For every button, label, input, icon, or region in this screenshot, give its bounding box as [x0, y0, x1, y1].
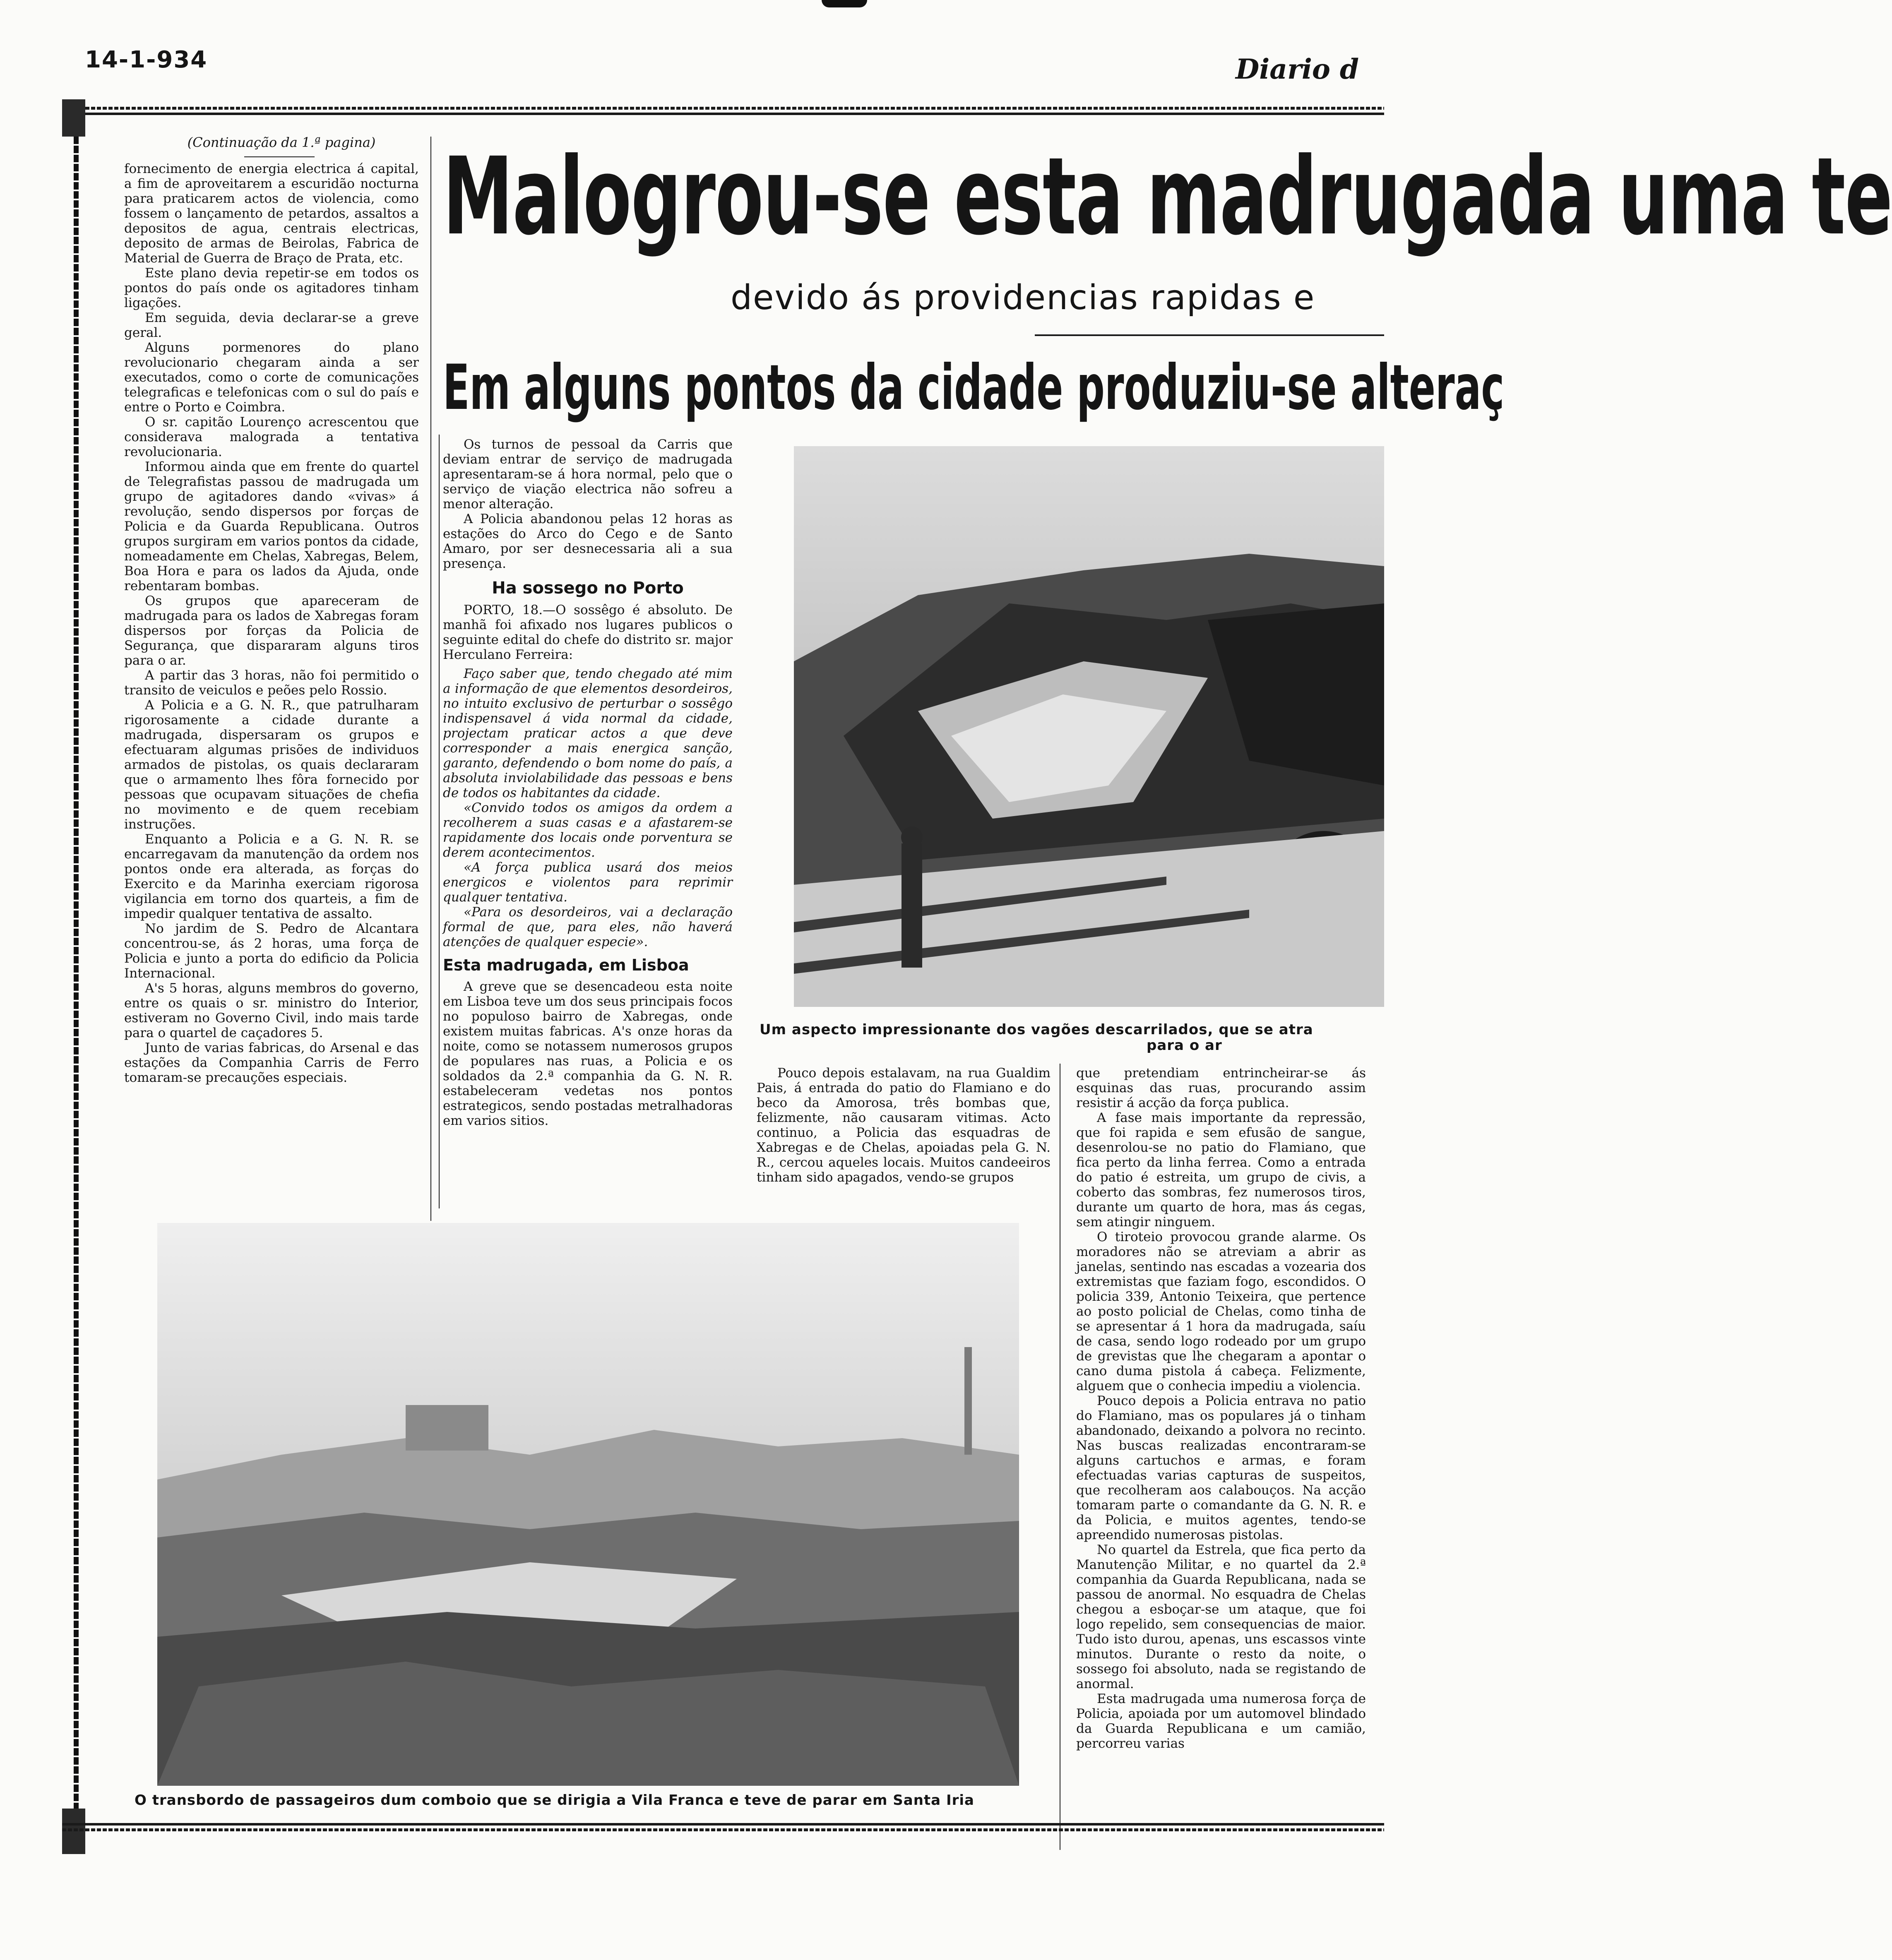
- column-divider: [439, 435, 440, 1208]
- column-divider: [430, 137, 431, 1221]
- paragraph: Enquanto a Policia e a G. N. R. se encarregavam da manutenção da ordem nos pontos onde era alterada, as forças do Exercito e da Marinha exerciam rigorosa vigilancia em torno dos quarteis, a fim de impedir qualquer tentativa de assalto.: [124, 832, 419, 921]
- paragraph: Esta madrugada uma numerosa força de Policia, apoiada por um automovel blindado da Guarda Republicana e um camião, percorreu varias: [1076, 1691, 1366, 1751]
- paragraph: O sr. capitão Lourenço acrescentou que considerava malograda a tentativa revolucionaria.: [124, 415, 419, 459]
- paragraph: Alguns pormenores do plano revolucionario chegaram ainda a ser executados, como o corte de comunicações telegraficas e telefonicas com o sul do país e entre o Porto e Coimbra.: [124, 340, 419, 415]
- column-1-text: [124, 161, 419, 1208]
- paragraph: A Policia abandonou pelas 12 horas as estações do Arco do Cego e de Santo Amaro, por ser desnecessaria ali a sua presença.: [443, 512, 733, 571]
- paragraph: Os turnos de pessoal da Carris que deviam entrar de serviço de madrugada apresentaram-se á hora normal, pelo que o serviço de viação electrica não sofreu a menor alteração.: [443, 437, 733, 512]
- deck-rule: [1035, 334, 1384, 336]
- subhead-lisboa: Esta madrugada, em Lisboa: [443, 956, 689, 974]
- photo-content: [157, 1223, 1019, 1786]
- paragraph: A Policia e a G. N. R., que patrulharam rigorosamente a cidade durante a madrugada, dispersaram os grupos e efectuaram algumas prisões de individuos armados de pistolas, os quais declararam que o armamento lhes fôra fornecido por pessoas que ocupavam situações de chefia no movimento e de quem recebiam instruções.: [124, 698, 419, 832]
- column-3-text: [757, 1066, 1051, 1185]
- paragraph: Informou ainda que em frente do quartel de Telegrafistas passou de madrugada um grupo de agitadores dando «vivas» á revolução, sendo dispersos por forças de Policia e da Guarda Republicana. Outros grupos surgiram em varios pontos da cidade, nomeadamente em Chelas, Xabregas, Belem, Boa Hora e para os lados da Ajuda, onde rebentaram bombas.: [124, 459, 419, 593]
- masthead: Diario d: [1236, 53, 1359, 85]
- header-rule: [62, 113, 1384, 115]
- top-ornament: [822, 0, 867, 7]
- column-2-text: [443, 437, 733, 1128]
- paragraph: que pretendiam entrincheirar-se ás esquinas das ruas, procurando assim resistir á acção da força publica.: [1076, 1066, 1366, 1110]
- photo-caption-bottom: O transbordo de passageiros dum comboio que se dirigia a Vila Franca e teve de parar em Santa Iria: [135, 1792, 974, 1809]
- main-headline: Malogrou-se esta madrugada uma te: [443, 135, 1892, 259]
- paragraph: A's 5 horas, alguns membros do governo, entre os quais o sr. ministro do Interior, estiveram no Governo Civil, indo mais tarde para o quartel de caçadores 5.: [124, 981, 419, 1040]
- paragraph-italic: «Para os desordeiros, vai a declaração formal de que, para eles, não haverá atenções de qualquer especie».: [443, 905, 733, 949]
- paragraph: Pouco depois a Policia entrava no patio do Flamiano, mas os populares já o tinham abandonado, deixando a polvora no recinto. Nas buscas realizadas encontraram-se alguns cartuchos e armas, e foram efectuadas varias capturas de suspeitos, que recolheram aos calabouços. Na acção tomaram parte o comandante da G. N. R. e da Policia, e muitos agentes, tendo-se apreendido numerosas pistolas.: [1076, 1393, 1366, 1542]
- footer-rule: [62, 1823, 1384, 1825]
- left-margin-rule: [74, 137, 79, 1842]
- header-rule-dashed: [62, 107, 1384, 110]
- paragraph: No jardim de S. Pedro de Alcantara concentrou-se, ás 2 horas, uma força de Policia e junto a porta do edificio da Policia Internacional.: [124, 921, 419, 981]
- issue-date: 14-1-934: [85, 46, 208, 73]
- photo-derailed-wagons: [794, 446, 1384, 1007]
- photo-caption-top-line2: para o ar: [1147, 1037, 1222, 1054]
- paragraph: A partir das 3 horas, não foi permitido o transito de veiculos e peões pelo Rossio.: [124, 668, 419, 698]
- paragraph-italic: «Convido todos os amigos da ordem a recolherem a suas casas e a afastarem-se rapidamente dos locais onde porventura se derem acontecimentos.: [443, 800, 733, 860]
- paragraph: A greve que se desencadeou esta noite em Lisboa teve um dos seus principais focos no populoso bairro de Xabregas, onde existem muitas fabricas. A's onze horas da noite, como se notassem numerosos grupos de populares nas ruas, a Policia e os soldados da 2.ª companhia da G. N. R. estabeleceram vedetas nos pontos estrategicos, sendo postadas metralhadoras em varios sitios.: [443, 979, 733, 1128]
- continuation-note: (Continuação da 1.ª pagina): [187, 135, 376, 150]
- headline-deck: devido ás providencias rapidas e: [731, 278, 1315, 317]
- photo-passenger-transfer: [157, 1223, 1019, 1786]
- second-headline: Em alguns pontos da cidade produziu-se alteraç: [443, 352, 1505, 424]
- paragraph: PORTO, 18.—O sossêgo é absoluto. De manhã foi afixado nos lugares publicos o seguinte edital do chefe do distrito sr. major Herculano Ferreira:: [443, 603, 733, 662]
- column-4-text: [1076, 1066, 1366, 1844]
- subhead-porto: Ha sossego no Porto: [492, 579, 684, 598]
- paragraph-italic: Faço saber que, tendo chegado até mim a informação de que elementos desordeiros, no intuito exclusivo de perturbar o sossêgo indispensavel á vida normal da cidade, projectam praticar actos a que deve corresponder a mais energica sanção, garanto, defendendo o bom nome do país, a absoluta inviolabilidade das pessoas e bens de todos os habitantes da cidade.: [443, 666, 733, 800]
- paragraph: Pouco depois estalavam, na rua Gualdim Pais, á entrada do patio do Flamiano e do beco da Amorosa, três bombas que, felizmente, não causaram vitimas. Acto continuo, a Policia das esquadras de Xabregas e de Chelas, apoiadas pela G. N. R., cercou aqueles locais. Muitos candeeiros tinham sido apagados, vendo-se grupos: [757, 1066, 1051, 1185]
- paragraph: O tiroteio provocou grande alarme. Os moradores não se atreviam a abrir as janelas, sentindo nas escadas a vozearia dos extremistas que faziam fogo, escondidos. O policia 339, Antonio Teixeira, que pertence ao posto policial de Chelas, como tinha de se apresentar á 1 hora da madrugada, saíu de casa, sendo logo rodeado por um grupo de grevistas que lhe chegaram a apontar o cano duma pistola á cabeça. Felizmente, alguem que o conhecia impediu a violencia.: [1076, 1230, 1366, 1393]
- margin-mark-top: [62, 99, 85, 137]
- paragraph: Este plano devia repetir-se em todos os pontos do país onde os agitadores tinham ligações.: [124, 266, 419, 310]
- paragraph: Os grupos que apareceram de madrugada para os lados de Xabregas foram dispersos por forças da Policia de Segurança, que dispararam alguns tiros para o ar.: [124, 593, 419, 668]
- continuation-rule: [244, 156, 315, 157]
- photo-caption-top: Um aspecto impressionante dos vagões descarrilados, que se atra: [760, 1021, 1313, 1038]
- paragraph: Em seguida, devia declarar-se a greve geral.: [124, 310, 419, 340]
- paragraph-italic: «A força publica usará dos meios energicos e violentos para reprimir qualquer tentativa.: [443, 860, 733, 905]
- margin-mark-bottom: [62, 1809, 85, 1854]
- photo-content: [794, 446, 1384, 1007]
- paragraph: A fase mais importante da repressão, que foi rapida e sem efusão de sangue, desenrolou-se no patio do Flamiano, que fica perto da linha ferrea. Como a entrada do patio é estreita, um grupo de civis, a coberto das sombras, fez numerosos tiros, durante um quarto de hora, mas ás cegas, sem atingir ninguem.: [1076, 1110, 1366, 1230]
- footer-rule-dashed: [62, 1828, 1384, 1831]
- paragraph: No quartel da Estrela, que fica perto da Manutenção Militar, e no quartel da 2.ª companhia da Guarda Republicana, nada se passou de anormal. No esquadra de Chelas chegou a esboçar-se um ataque, que foi logo repelido, sem consequencias de maior. Tudo isto durou, apenas, uns escassos vinte minutos. Durante o resto da noite, o sossego foi absoluto, nada se registando de anormal.: [1076, 1542, 1366, 1691]
- paragraph: fornecimento de energia electrica á capital, a fim de aproveitarem a escuridão nocturna para praticarem actos de violencia, como fossem o lançamento de petardos, assaltos a depositos de agua, centrais electricas, deposito de armas de Beirolas, Fabrica de Material de Guerra de Braço de Prata, etc.: [124, 161, 419, 266]
- paragraph: Junto de varias fabricas, do Arsenal e das estações da Companhia Carris de Ferro tomaram-se precauções especiais.: [124, 1040, 419, 1085]
